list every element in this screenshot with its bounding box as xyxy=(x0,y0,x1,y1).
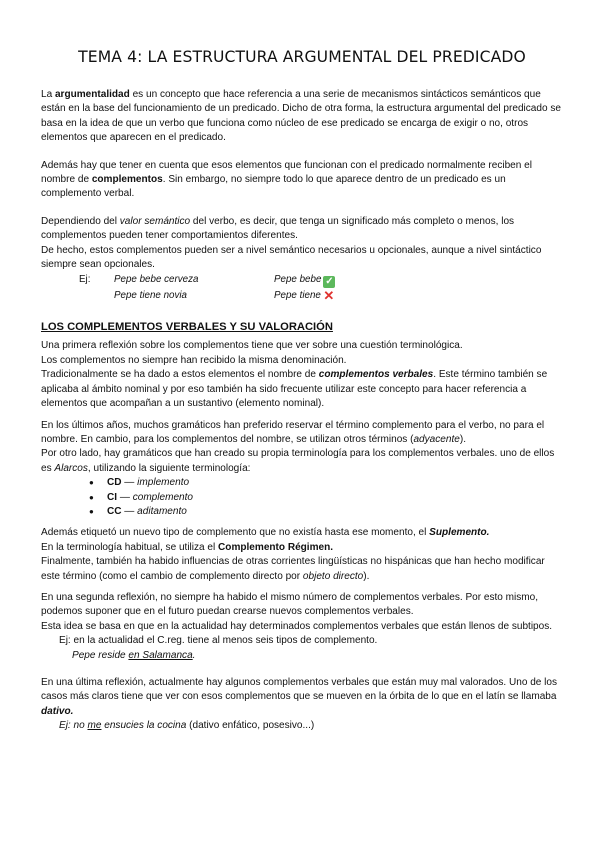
document-page xyxy=(41,48,563,734)
underlined-term: en Salamanca xyxy=(128,649,193,661)
paragraph-de-hecho: De hecho, estos complementos pueden ser a nivel semántico necesarios u opcionales, aunque a nivel sintáctico siempre sean opcionales. xyxy=(41,244,542,271)
term: implemento xyxy=(137,477,190,489)
text: . Este término también se aplicaba al ámbito nominal y por eso también ha sido frecuente utilizar este concepto para hacer referencia a elementos que acompañan a un sustantivo (elemento nominal). xyxy=(41,369,548,410)
text: . Sin embargo, no siempre todo lo que aparece dentro de un predicado es un complemento verbal. xyxy=(41,174,506,200)
s8 xyxy=(41,555,563,584)
bold-term: complementos xyxy=(91,174,163,186)
abbr: CC xyxy=(107,505,122,517)
s4 xyxy=(41,419,563,448)
italic-term: adyacente xyxy=(413,433,460,445)
s2: Los complementos no siempre han recibido la misma denominación. xyxy=(41,354,347,366)
italic-text: ensucies la cocina xyxy=(101,720,187,732)
list-item xyxy=(89,476,563,490)
text: del verbo, es decir, que tenga un significado más completo o menos, los complementos pueden tener comportamientos diferentes. xyxy=(41,215,515,242)
s1: Una primera reflexión sobre los complementos tiene que ver sobre una cuestión terminológica. xyxy=(41,340,463,352)
text: es un concepto que hace referencia a una serie de mecanismos sintácticos semánticos que están en la base del funcionamiento de un predicado. Dicho de otra forma, la estructura argumental del predicado se basa en la idea de que un verbo que funciona como núcleo de ese predicado se encarga de exigir o no, otros elementos que aparecen en el predicado. xyxy=(41,89,561,144)
example-2-line1: Ej: en la actualidad el C.reg. tiene al menos seis tipos de complemento. xyxy=(59,635,378,647)
example-b1: Pepe tiene novia xyxy=(114,290,187,302)
example-2-line2 xyxy=(72,649,563,663)
list-item xyxy=(89,491,563,505)
example-a1: Pepe bebe cerveza xyxy=(114,274,199,286)
text: Tradicionalmente se ha dado a estos elementos el nombre de xyxy=(41,369,319,381)
italic-text: Ej: no xyxy=(59,720,88,732)
cross-mark-icon: ✕ xyxy=(323,288,335,304)
term: aditamento xyxy=(137,505,187,517)
sep: — xyxy=(121,477,138,489)
italic-text: Pepe reside xyxy=(72,649,129,661)
underlined-term: me xyxy=(87,720,102,732)
text: Finalmente, también ha habido influencias de otras corrientes lingüísticas no hispánicas que han hecho modificar este término (como el cambio de complemento directo por xyxy=(41,556,545,582)
abbr: CD xyxy=(107,477,122,489)
example-b2-wrap xyxy=(274,288,394,303)
text: En la terminología habitual, se utiliza el xyxy=(41,541,219,553)
abbr: CI xyxy=(107,491,118,503)
text: ). xyxy=(363,570,370,582)
text: En los últimos años, muchos gramáticos han preferido reservar el término complemento para el verbo, no para el nombre. En cambio, para los complementos del nombre, se utilizan otros términos ( xyxy=(41,419,545,445)
sep: — xyxy=(121,505,138,517)
text: ). xyxy=(459,433,466,445)
example-block xyxy=(79,272,563,303)
text: Además hay que tener en cuenta que esos elementos que funcionan con el predicado normalmente reciben el nombre de xyxy=(41,159,532,186)
bold-italic-term: dativo. xyxy=(41,705,74,717)
s5 xyxy=(41,447,563,476)
example-lead: Ej: xyxy=(79,274,91,286)
page-title: TEMA 4: LA ESTRUCTURA ARGUMENTAL DEL PREDICADO xyxy=(78,48,526,66)
paragraph-valor-semantico xyxy=(41,215,563,244)
list-item xyxy=(89,505,563,519)
s9: En una segunda reflexión, no siempre ha habido el mismo número de complementos verbales. Por esto mismo, podemos suponer que en el futuro puedan crearse nuevos complementos verbales. xyxy=(41,591,539,618)
paragraph-argumentalidad xyxy=(41,88,563,146)
s3 xyxy=(41,368,563,411)
bold-term: argumentalidad xyxy=(54,89,130,100)
s11 xyxy=(41,676,563,719)
text: (dativo enfático, posesivo...) xyxy=(186,720,315,732)
term: complemento xyxy=(132,491,194,503)
s7 xyxy=(41,541,563,555)
example-b2: Pepe tiene xyxy=(274,290,321,302)
section-heading: LOS COMPLEMENTOS VERBALES Y SU VALORACIÓN xyxy=(41,321,333,334)
check-mark-icon: ✓ xyxy=(325,276,334,288)
italic-term: Alarcos xyxy=(54,462,88,474)
s6 xyxy=(41,526,563,540)
italic-term: objeto directo xyxy=(302,570,364,582)
paragraph-complementos xyxy=(41,159,563,202)
s10: Esta idea se basa en que en la actualidad hay determinados complementos verbales que están llenos de subtipos. xyxy=(41,620,553,632)
text: En una última reflexión, actualmente hay algunos complementos verbales que están muy mal valorados. Uno de los casos más claros tiene que ver con esos complementos que se mueven en la órbita de lo que en el latín se llamaba xyxy=(41,677,558,703)
text: , utilizando la siguiente terminología: xyxy=(87,462,251,474)
bold-term: Complemento Régimen. xyxy=(218,541,334,553)
bold-italic-term: Suplemento. xyxy=(429,527,490,539)
example-a2-wrap xyxy=(274,272,394,288)
text: Por otro lado, hay gramáticos que han creado su propia terminología para los complementos verbales. uno de ellos es xyxy=(41,448,555,474)
example-a2: Pepe bebe xyxy=(274,274,322,286)
text: Dependiendo del xyxy=(41,215,120,227)
bold-italic-term: complementos verbales xyxy=(318,369,434,381)
italic-term: valor semántico xyxy=(119,215,191,227)
italic-text: . xyxy=(192,649,196,661)
text: La xyxy=(41,89,55,100)
text: Además etiquetó un nuevo tipo de complemento que no existía hasta ese momento, el xyxy=(41,527,430,539)
sep: — xyxy=(117,491,133,503)
terminology-list xyxy=(89,476,563,519)
example-3 xyxy=(59,719,563,733)
